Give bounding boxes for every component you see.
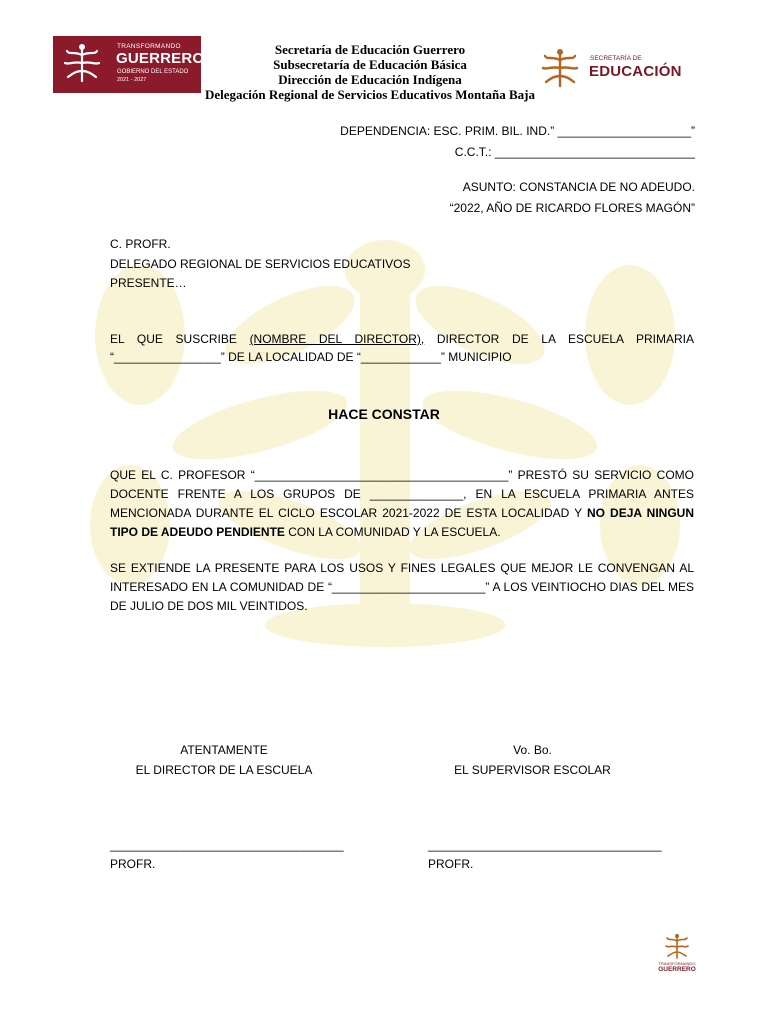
director-signature-line: ___________________________________: [110, 838, 344, 852]
logo-right-line1: SECRETARÍA DE: [590, 55, 642, 62]
header-line1: Secretaría de Educación Guerrero: [274, 42, 466, 57]
supervisor-profr-label: PROFR.: [428, 857, 474, 871]
dependencia-field: DEPENDENCIA: ESC. PRIM. BIL. IND.” ____________________”: [340, 124, 695, 138]
director-name-placeholder: (NOMBRE DEL DIRECTOR),: [249, 332, 425, 346]
secretaria-educacion-logo: [538, 46, 688, 90]
director-profr-label: PROFR.: [110, 857, 156, 871]
body1-line3-text: MENCIONADA DURANTE EL CICLO ESCOLAR 2021-2022 DE ESTA LOCALIDAD Y: [110, 506, 587, 520]
cct-field: C.C.T.: ______________________________: [454, 145, 695, 159]
header-line2: Subsecretaría de Educación Básica: [273, 57, 467, 72]
logo-left-line2: GUERRERO: [116, 50, 205, 67]
director-role-label: EL DIRECTOR DE LA ESCUELA: [135, 763, 313, 777]
vo-bo-label: Vo. Bo.: [513, 743, 552, 757]
addressee-position: DELEGADO REGIONAL DE SERVICIOS EDUCATIVOS: [110, 257, 411, 271]
logo-right-line2: EDUCACIÓN: [589, 63, 682, 80]
tree-emblem-icon: [59, 41, 105, 87]
intro-line1: [110, 330, 694, 348]
footer-guerrero-logo: [652, 932, 702, 980]
adeudo-pendiente-text: TIPO DE ADEUDO PENDIENTE: [110, 525, 285, 539]
header-line4: Delegación Regional de Servicios Educativos Montaña Baja: [204, 87, 536, 102]
body2-line1: SE EXTIENDE LA PRESENTE PARA LOS USOS Y FINES LEGALES QUE MEJOR LE CONVENGAN AL: [110, 561, 694, 575]
addressee-presente: PRESENTE…: [110, 276, 187, 290]
atentamente-label: ATENTAMENTE: [180, 743, 268, 757]
body1-line3: [110, 504, 694, 522]
tree-emblem-icon: [538, 46, 582, 90]
intro-text-a: EL QUE SUSCRIBE: [110, 332, 250, 346]
addressee-title: C. PROFR.: [110, 237, 171, 251]
no-deja-ningun-text: NO DEJA NINGUN: [586, 506, 694, 520]
supervisor-signature-line: ___________________________________: [428, 838, 662, 852]
footer-logo-line1: TRANSFORMANDO: [658, 961, 696, 966]
logo-left-line4: 2021 - 2027: [117, 77, 147, 83]
footer-logo-line2: GUERRERO: [658, 966, 696, 973]
supervisor-role-label: EL SUPERVISOR ESCOLAR: [454, 763, 611, 777]
body1-line1: QUE EL C. PROFESOR “______________________________________” PRESTÓ SU SERVICIO COMO: [110, 468, 694, 482]
body1-line4-text: CON LA COMUNIDAD Y LA ESCUELA.: [284, 525, 501, 539]
document-header: [170, 42, 570, 102]
logo-left-line3: GOBIERNO DEL ESTADO: [117, 69, 189, 75]
tree-emblem-icon: [663, 932, 691, 960]
asunto-line: ASUNTO: CONSTANCIA DE NO ADEUDO.: [462, 180, 695, 194]
intro-line2: “________________” DE LA LOCALIDAD DE “____________” MUNICIPIO: [110, 350, 512, 364]
hace-constar-title: HACE CONSTAR: [328, 406, 440, 422]
logo-left-line1: TRANSFORMANDO: [117, 43, 181, 50]
header-line3: Dirección de Educación Indígena: [278, 72, 462, 87]
body2-line3: DE JULIO DE DOS MIL VEINTIDOS.: [110, 599, 308, 613]
body1-line2: DOCENTE FRENTE A LOS GRUPOS DE ______________, EN LA ESCUELA PRIMARIA ANTES: [110, 487, 694, 501]
body1-line4: [110, 523, 694, 541]
intro-text-b: DIRECTOR DE LA ESCUELA PRIMARIA: [424, 332, 695, 346]
body2-line2: INTERESADO EN LA COMUNIDAD DE “_______________________” A LOS VEINTIOCHO DIAS DEL MES: [110, 580, 694, 594]
lema-line: “2022, AÑO DE RICARDO FLORES MAGÓN”: [449, 201, 695, 215]
